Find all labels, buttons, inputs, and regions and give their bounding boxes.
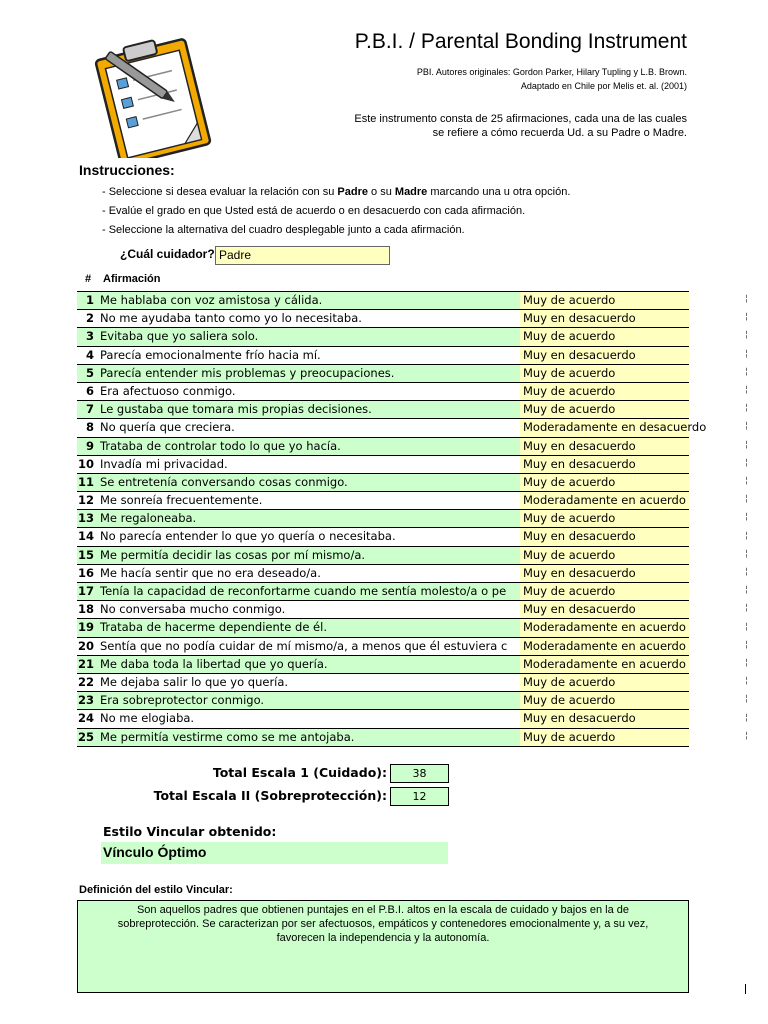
statements-table (77, 291, 707, 747)
answer-dropdown[interactable]: Muy en desacuerdo (520, 710, 689, 727)
edge-mark: ¦ (745, 585, 748, 596)
answer-dropdown[interactable]: Muy en desacuerdo (520, 565, 689, 582)
total-care-value: 38 (390, 764, 449, 783)
answer-dropdown[interactable]: Muy de acuerdo (520, 583, 689, 600)
edge-mark: ¦ (745, 512, 748, 523)
table-row (77, 401, 689, 419)
row-number: 4 (85, 347, 94, 362)
answer-dropdown[interactable]: Moderadamente en acuerdo (520, 638, 689, 655)
row-statement: Tenía la capacidad de reconfortarme cuando me sentía molesto/a o pe (97, 583, 520, 600)
row-number: 11 (77, 474, 97, 491)
answer-dropdown[interactable]: Muy de acuerdo (520, 510, 689, 527)
definition-text: Son aquellos padres que obtienen puntajes en el P.B.I. altos en la escala de cuidado y bajos en la de sobreprotección. Se caracterizan por ser afectuosos, empáticos y contenedores emocionalmente y, a su vez, favorecen la independencia y la autonomía. (77, 900, 689, 993)
edge-mark: ¦ (745, 494, 748, 505)
edge-mark: ¦ (745, 730, 748, 741)
table-row (77, 674, 689, 692)
row-statement: Le gustaba que tomara mis propias decisiones. (97, 401, 520, 418)
answer-dropdown[interactable]: Muy en desacuerdo (520, 310, 689, 327)
answer-dropdown[interactable]: Muy de acuerdo (520, 547, 689, 564)
edge-mark: ¦ (745, 694, 748, 705)
edge-mark: ¦ (745, 439, 748, 450)
instruction-line-1: - Seleccione si desea evaluar la relación con su Padre o su Madre marcando una u otra opción. (102, 186, 571, 198)
answer-dropdown[interactable]: Moderadamente en desacuerdo (520, 419, 689, 436)
table-row (77, 583, 689, 601)
edge-mark: ¦ (745, 421, 748, 432)
edge-mark: ¦ (745, 567, 748, 577)
total-care-label: Total Escala 1 (Cuidado): (212, 765, 387, 780)
table-row (77, 656, 689, 674)
table-row (77, 310, 689, 328)
answer-dropdown[interactable]: Muy de acuerdo (520, 365, 689, 382)
row-statement: Me permitía decidir las cosas por mí mismo/a. (97, 547, 520, 564)
row-statement: Trataba de controlar todo lo que yo hacía. (97, 438, 520, 455)
row-number: 7 (77, 401, 97, 418)
edge-mark: ¦ (745, 621, 748, 632)
authors-note: PBI. Autores originales: Gordon Parker, Hilary Tupling y L.B. Brown. Adaptado en Chile por Melis et. al. (2001) (416, 67, 687, 91)
total-overprotection-value: 12 (390, 787, 449, 806)
row-statement: Me sonreía frecuentemente. (100, 493, 263, 508)
total-overprotection-label: Total Escala II (Sobreprotección): (153, 788, 387, 803)
row-statement: Era sobreprotector conmigo. (97, 692, 520, 709)
edge-mark: ¦ (745, 385, 748, 395)
answer-dropdown[interactable]: Muy de acuerdo (520, 328, 689, 345)
row-number: 24 (77, 711, 94, 726)
table-row (77, 601, 689, 619)
edge-mark: ¦ (745, 457, 748, 468)
row-number: 12 (77, 493, 94, 508)
table-row (77, 292, 689, 310)
row-number: 17 (77, 583, 97, 600)
page-title: P.B.I. / Parental Bonding Instrument (354, 30, 687, 53)
table-row (77, 419, 707, 437)
row-statement: No me ayudaba tanto como yo lo necesitaba. (100, 311, 362, 326)
column-header-number: # (85, 273, 92, 285)
table-row (77, 528, 689, 546)
table-row (77, 638, 689, 656)
edge-tick (745, 984, 746, 994)
row-statement: Me regaloneaba. (97, 510, 520, 527)
clipboard-checklist-icon (78, 38, 228, 158)
table-row (77, 328, 689, 346)
row-statement: No quería que creciera. (100, 420, 235, 435)
edge-mark: ¦ (745, 548, 748, 559)
answer-dropdown[interactable]: Muy en desacuerdo (520, 438, 689, 455)
row-statement: No parecía entender lo que yo quería o necesitaba. (100, 529, 396, 544)
row-statement: Me dejaba salir lo que yo quería. (100, 674, 289, 689)
row-number: 13 (77, 510, 97, 527)
edge-mark: ¦ (745, 639, 748, 650)
row-statement: Trataba de hacerme dependiente de él. (97, 619, 520, 636)
answer-dropdown[interactable]: Muy en desacuerdo (520, 528, 689, 545)
edge-mark: ¦ (745, 312, 748, 323)
answer-dropdown[interactable]: Muy de acuerdo (520, 474, 689, 491)
table-row (77, 729, 689, 747)
edge-mark: ¦ (745, 294, 748, 304)
row-number: 20 (77, 638, 94, 653)
column-header-statement: Afirmación (103, 273, 161, 285)
edge-mark: ¦ (745, 658, 748, 668)
row-number: 25 (77, 729, 97, 746)
edge-mark: ¦ (745, 348, 748, 359)
edge-mark: ¦ (745, 366, 748, 377)
table-row (77, 474, 689, 492)
answer-dropdown[interactable]: Muy en desacuerdo (520, 601, 689, 618)
row-statement: Sentía que no podía cuidar de mí mismo/a, a menos que él estuviera c (100, 638, 508, 653)
table-row (77, 383, 689, 401)
row-statement: Se entretenía conversando cosas conmigo. (97, 474, 520, 491)
row-statement: Era afectuoso conmigo. (100, 383, 236, 398)
row-statement: No conversaba mucho conmigo. (100, 602, 286, 617)
row-number: 16 (77, 565, 94, 580)
row-number: 6 (85, 383, 94, 398)
bonding-style-value: Vínculo Óptimo (101, 842, 448, 864)
instructions-title: Instrucciones: (79, 162, 175, 178)
definition-label: Definición del estilo Vincular: (79, 884, 233, 896)
answer-dropdown[interactable]: Muy de acuerdo (520, 383, 689, 400)
row-statement: Evitaba que yo saliera solo. (97, 328, 520, 345)
intro-text: Este instrumento consta de 25 afirmaciones, cada una de las cuales se refiere a cómo recuerda Ud. a su Padre o Madre. (354, 113, 687, 139)
row-statement: Parecía entender mis problemas y preocupaciones. (97, 365, 520, 382)
caregiver-label: ¿Cuál cuidador? (120, 247, 215, 261)
edge-mark: ¦ (745, 476, 748, 486)
edge-mark: ¦ (745, 712, 748, 723)
instruction-line-3: - Seleccione la alternativa del cuadro desplegable junto a cada afirmación. (102, 224, 465, 236)
table-row (77, 438, 689, 456)
table-row (77, 456, 689, 474)
table-row (77, 510, 689, 528)
answer-dropdown[interactable]: Muy de acuerdo (520, 292, 689, 309)
row-statement: Me permitía vestirme como se me antojaba. (97, 729, 520, 746)
answer-dropdown[interactable]: Muy en desacuerdo (520, 347, 689, 364)
instructions-list (102, 183, 570, 240)
row-number: 3 (77, 328, 97, 345)
row-statement: Invadía mi privacidad. (100, 456, 228, 471)
row-statement: Me hacía sentir que no era deseado/a. (100, 565, 321, 580)
answer-dropdown[interactable]: Muy en desacuerdo (520, 456, 689, 473)
table-row (77, 692, 689, 710)
row-number: 22 (77, 674, 94, 689)
row-number: 10 (77, 456, 94, 471)
edge-mark: ¦ (745, 403, 748, 414)
table-row (77, 365, 689, 383)
answer-dropdown[interactable]: Moderadamente en acuerdo (520, 492, 689, 509)
row-number: 14 (77, 529, 94, 544)
edge-mark: ¦ (745, 603, 748, 614)
edge-mark: ¦ (745, 676, 748, 687)
row-number: 1 (77, 292, 97, 309)
answer-dropdown[interactable]: Muy de acuerdo (520, 729, 689, 746)
row-number: 23 (77, 692, 97, 709)
answer-dropdown[interactable]: Muy de acuerdo (520, 674, 689, 691)
row-statement: Me daba toda la libertad que yo quería. (97, 656, 520, 673)
answer-dropdown[interactable]: Moderadamente en acuerdo (520, 619, 689, 636)
table-row (77, 710, 689, 728)
row-number: 8 (85, 420, 94, 435)
row-number: 21 (77, 656, 97, 673)
row-number: 15 (77, 547, 97, 564)
answer-dropdown[interactable]: Muy de acuerdo (520, 401, 689, 418)
edge-mark: ¦ (745, 330, 748, 341)
row-statement: Parecía emocionalmente frío hacia mí. (100, 347, 321, 362)
row-statement: Me hablaba con voz amistosa y cálida. (97, 292, 520, 309)
row-statement: No me elogiaba. (100, 711, 195, 726)
row-number: 18 (77, 602, 94, 617)
instruction-line-2: - Evalúe el grado en que Usted está de acuerdo o en desacuerdo con cada afirmación. (102, 205, 526, 217)
table-row (77, 492, 689, 510)
row-number: 9 (77, 438, 97, 455)
row-number: 2 (85, 311, 94, 326)
row-number: 5 (77, 365, 97, 382)
caregiver-select[interactable]: Padre (215, 246, 390, 265)
table-row (77, 347, 689, 365)
table-row (77, 619, 689, 637)
bonding-style-label: Estilo Vincular obtenido: (103, 824, 277, 839)
table-row (77, 547, 689, 565)
answer-dropdown[interactable]: Moderadamente en acuerdo (520, 656, 689, 673)
edge-mark: ¦ (745, 530, 748, 541)
row-number: 19 (77, 619, 97, 636)
answer-dropdown[interactable]: Muy de acuerdo (520, 692, 689, 709)
table-row (77, 565, 689, 583)
